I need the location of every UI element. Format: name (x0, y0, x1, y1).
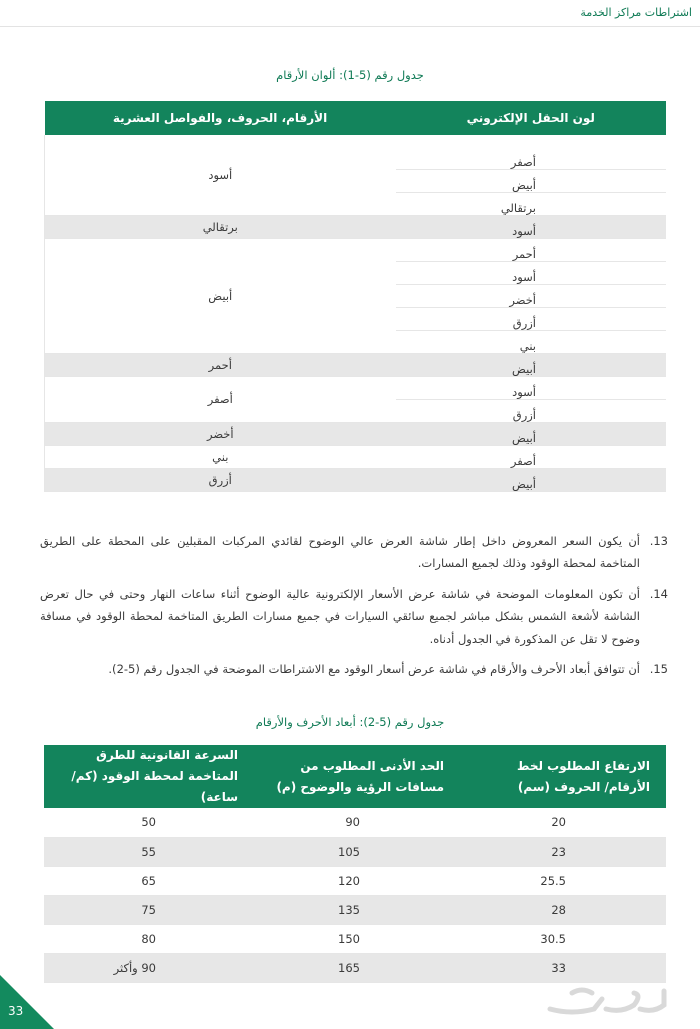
field-color-cell: أحمر (396, 238, 666, 261)
header-character-height: الارتفاع المطلوب لخط الأرقام/ الحروف (سم) (460, 745, 666, 808)
header-min-visibility-distance: الحد الأدنى المطلوب من مسافات الرؤية والوضوح (م) (254, 745, 460, 808)
page-corner-decoration (0, 967, 62, 1029)
field-color-cell: أبيض (396, 468, 666, 491)
character-height-cell: 33 (460, 953, 666, 982)
character-height-cell: 20 (460, 808, 666, 837)
item-text: أن تتوافق أبعاد الأحرف والأرقام في شاشة عرض أسعار الوقود مع الاشتراطات الموضحة في الجدول رقم (5-2). (108, 662, 640, 677)
table-row (45, 422, 667, 445)
header-digit-color: الأرقام، الحروف، والفواصل العشرية (45, 101, 396, 135)
legal-speed-cell: 90 وأكثر (44, 953, 254, 982)
requirements-list (40, 530, 668, 689)
header-title: اشتراطات مراكز الخدمة (580, 6, 692, 19)
digit-color-cell: برتقالي (45, 215, 396, 238)
visibility-distance-cell: 105 (254, 837, 460, 866)
table-row (44, 837, 666, 866)
list-item (40, 530, 668, 575)
digit-color-cell: أخضر (45, 422, 396, 445)
table-row (45, 238, 667, 261)
character-height-cell: 30.5 (460, 924, 666, 953)
visibility-distance-cell: 165 (254, 953, 460, 982)
character-height-cell: 28 (460, 895, 666, 924)
header-legal-speed: السرعة القانونية للطرق المتاخمة لمحطة الوقود (كم/ساعة) (44, 745, 254, 808)
table-row (44, 895, 666, 924)
table-row (45, 376, 667, 399)
field-color-cell: أزرق (396, 399, 666, 422)
character-height-cell: 23 (460, 837, 666, 866)
digit-color-cell: بني (45, 445, 396, 468)
item-number: 13. (649, 534, 668, 548)
table1-caption: جدول رقم (5-1): ألوان الأرقام (276, 68, 424, 82)
digit-color-cell: أصفر (45, 376, 396, 422)
field-color-cell: أسود (396, 215, 666, 238)
field-color-cell: أزرق (396, 307, 666, 330)
legal-speed-cell: 75 (44, 895, 254, 924)
table2-header-row (44, 745, 666, 808)
item-text: أن تكون المعلومات الموضحة في شاشة عرض الأسعار الإلكترونية عالية الوضوح أثناء ساعات النهار وحتى في حال تعرض الشاشة لأشعة الشمس بشكل مباشر لجميع سائقي السيارات في جميع مسارات الطريق المتاخمة لمحطة الوقود في مسافة وضوح لا تقل عن المذكورة في الجدول أدناه. (40, 586, 640, 646)
table-row (44, 953, 666, 982)
field-color-cell: أبيض (396, 353, 666, 376)
digit-color-cell: أحمر (45, 353, 396, 376)
legal-speed-cell: 80 (44, 924, 254, 953)
header-field-color: لون الحقل الإلكتروني (396, 101, 666, 135)
table2-caption: جدول رقم (5-2): أبعاد الأحرف والأرقام (255, 715, 445, 729)
field-color-cell: أسود (396, 261, 666, 284)
field-color-cell: برتقالي (396, 192, 666, 215)
number-colors-table (44, 101, 666, 492)
table-row (45, 468, 667, 491)
field-color-cell: أسود (396, 376, 666, 399)
page-number: 33 (8, 1004, 24, 1018)
field-color-cell: أصفر (396, 135, 666, 169)
field-color-cell: بني (396, 330, 666, 353)
table-row (44, 808, 666, 837)
legal-speed-cell: 50 (44, 808, 254, 837)
table-row (45, 215, 667, 238)
table-row (45, 135, 667, 169)
character-dimensions-table (44, 745, 666, 983)
page-header (0, 5, 700, 27)
table-row (45, 353, 667, 376)
legal-speed-cell: 65 (44, 866, 254, 895)
haraj-watermark-logo (542, 979, 672, 1021)
legal-speed-cell: 55 (44, 837, 254, 866)
field-color-cell: أبيض (396, 169, 666, 192)
visibility-distance-cell: 90 (254, 808, 460, 837)
list-item (40, 583, 668, 650)
visibility-distance-cell: 120 (254, 866, 460, 895)
table1-header-row (45, 101, 667, 135)
field-color-cell: أصفر (396, 445, 666, 468)
table-row (44, 924, 666, 953)
item-number: 14. (649, 586, 668, 601)
character-height-cell: 25.5 (460, 866, 666, 895)
field-color-cell: أبيض (396, 422, 666, 445)
item-text: أن يكون السعر المعروض داخل إطار شاشة العرض عالي الوضوح لقائدي المركبات المقبلين على المحطة على الطريق المتاخمة لمحطة الوقود وذلك لجميع المسارات. (40, 534, 640, 571)
visibility-distance-cell: 135 (254, 895, 460, 924)
digit-color-cell: أبيض (45, 238, 396, 353)
digit-color-cell: أسود (45, 135, 396, 215)
item-number: 15. (649, 662, 668, 677)
list-item (40, 658, 668, 680)
visibility-distance-cell: 150 (254, 924, 460, 953)
table-row (45, 445, 667, 468)
field-color-cell: أخضر (396, 284, 666, 307)
table-row (44, 866, 666, 895)
digit-color-cell: أزرق (45, 468, 396, 491)
